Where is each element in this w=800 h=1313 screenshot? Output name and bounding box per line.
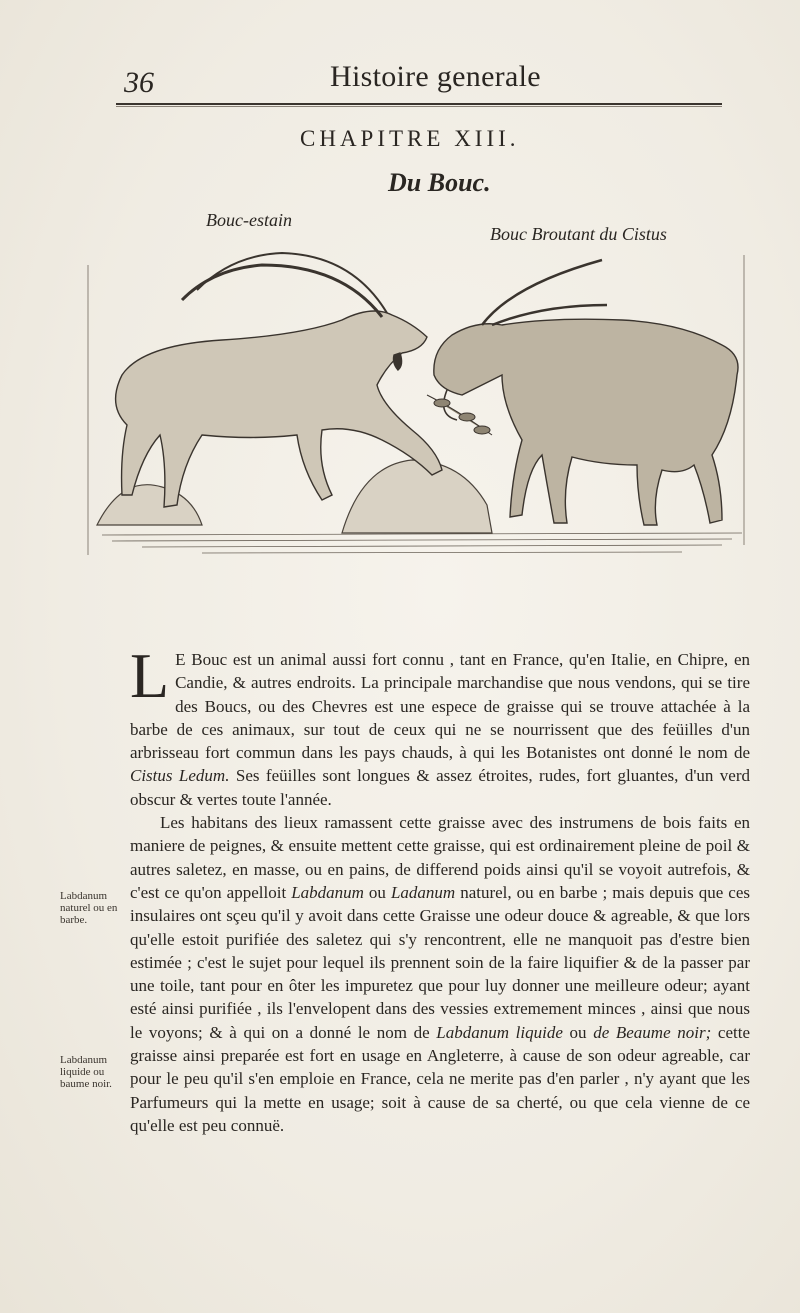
running-head: Histoire generale bbox=[330, 60, 541, 93]
chapter-heading: CHAPITRE XIII. bbox=[300, 126, 520, 151]
p2-text-a: Les habitans des lieux ramassent cette graisse avec des instrumens de bois faits en maniere de peignes, & ensuite mettent cette graisse, qui est ordinairement pleine de poil & autres saletez, en masse, ou en pains, de differend poids ainsi qu'il se voyoit autrefois, & c'est ce qu'on appelloit bbox=[130, 813, 750, 902]
p2-italic-2: Ladanum bbox=[390, 882, 456, 902]
paragraph-1 bbox=[130, 640, 751, 811]
margin-note-labdanum-naturel: Labdanum naturel ou en barbe. bbox=[60, 890, 118, 926]
p2-italic-3: Labdanum liquide bbox=[436, 1022, 563, 1042]
goat-icon bbox=[434, 260, 738, 525]
ground-hatching bbox=[102, 533, 742, 553]
rock-left bbox=[97, 485, 202, 525]
header-rule-thin bbox=[116, 106, 722, 107]
section-title: Du Bouc. bbox=[388, 168, 491, 197]
engraving-illustration bbox=[82, 225, 750, 565]
p2-text-c: naturel, ou en barbe ; mais depuis que ces insulaires ont sçeu qu'il y avoit dans cette Graisse une odeur douce & agreable, & que lors qu'elle estoit purifiée des saletez qui s'y rencontrent, elle ne manquoit pas d'estre bien estimée ; c'est le sujet pour lequel ils prennent soin de la faire liquifier & de la passer par une toile, tant pour en ôter les impuretez que pour luy donner une meilleure odeur; ayant esté ainsi purifiée , ils l'envelopent dans des vessies extremement minces , ainsi que nous le voyons; & à qui on a donné le nom de bbox=[130, 882, 751, 1042]
body-text bbox=[130, 640, 751, 1137]
p2-italic-4: de Beaume noir; bbox=[593, 1022, 712, 1042]
p2-text-d: ou bbox=[562, 1022, 594, 1042]
rock-center bbox=[342, 460, 492, 533]
page-number: 36 bbox=[124, 66, 154, 99]
p2-italic-1: Labdanum bbox=[291, 882, 364, 902]
illustration-label-left: Bouc-estain bbox=[206, 210, 292, 230]
p2-text-b: ou bbox=[363, 882, 391, 902]
cistus-sprig-icon bbox=[427, 395, 492, 435]
drop-cap: L bbox=[130, 640, 170, 711]
p1-text-b: Ses feüilles sont longues & assez étroites, rudes, fort gluantes, d'un verd obscur & vertes toute l'année. bbox=[130, 766, 751, 809]
margin-note-labdanum-liquide: Labdanum liquide ou baume noir. bbox=[60, 1054, 112, 1090]
illustration-label-right: Bouc Broutant du Cistus bbox=[490, 224, 667, 244]
p1-italic: Cistus Ledum. bbox=[130, 766, 230, 786]
p2-text-e: cette graisse ainsi preparée est fort en usage en Angleterre, à cause de son odeur agreable, car pour le peu qu'il s'en emploie en France, cela ne merite pas d'en parler , n'y ayant que les Parfumeurs qui la mette en usage; soit à cause de sa cherté, ou que cela vienne de ce qu'elle est peu connuë. bbox=[130, 1022, 751, 1135]
header-rule bbox=[116, 103, 722, 105]
paragraph-2 bbox=[130, 811, 750, 1137]
p1-text-a: E Bouc est un animal aussi fort connu , tant en France, qu'en Italie, en Chipre, en Candie, & autres endroits. La principale marchandise que nous vendons, qui se tire des Boucs, ou des Chevres est une espece de graisse qui se trouve attachée à la barbe de ces animaux, sur tout de ceux qui ne se nourrissent que des feüilles d'un arbrisseau fort commun dans les pays chauds, à qui les Botanistes ont donné le nom de bbox=[130, 650, 750, 763]
